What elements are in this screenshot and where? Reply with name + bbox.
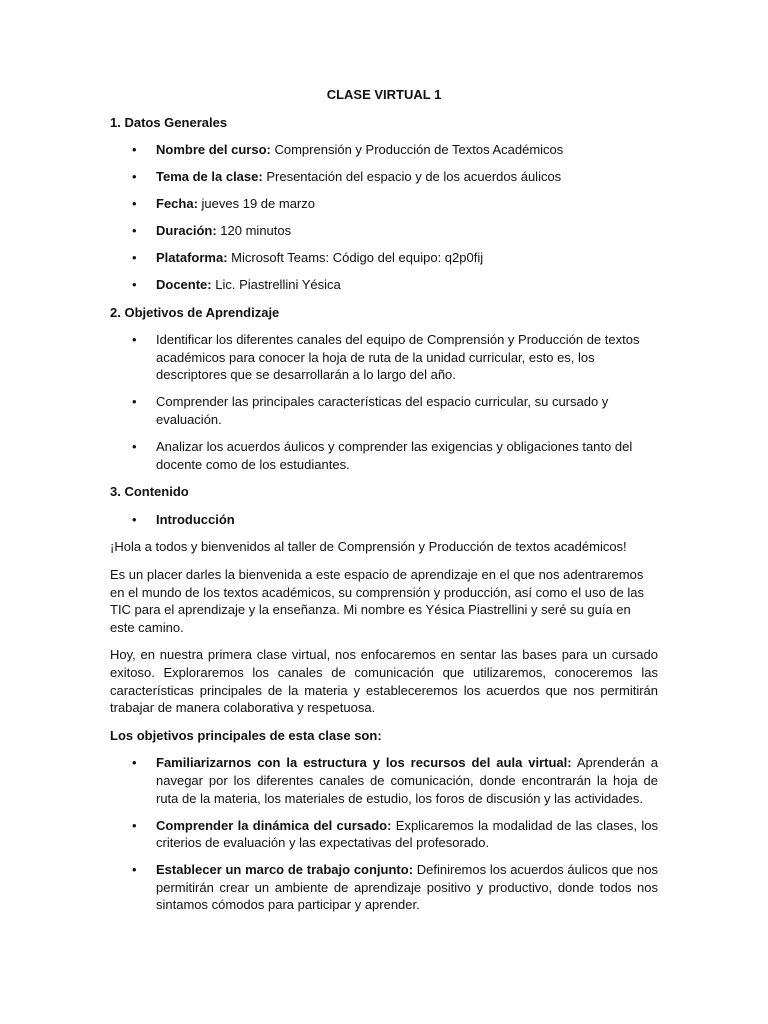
list-item [110,438,658,473]
bullet-icon: • [132,196,137,212]
objectives-heading: Los objetivos principales de esta clase son: [110,727,382,743]
list-item [110,393,658,428]
bullet-icon: • [132,277,137,293]
list-item [110,168,658,186]
item-label: Tema de la clase: [156,169,263,185]
bullet-icon: • [132,394,137,410]
bullet-icon: • [132,862,137,878]
subheading-introduccion: Introducción [156,511,235,527]
item-value: jueves 19 de marzo [201,196,315,212]
document-title: CLASE VIRTUAL 1 [326,87,442,102]
section-heading-objetivos: 2. Objetivos de Aprendizaje [110,304,280,320]
item-label: Docente: [156,277,212,293]
bullet-icon: • [132,223,137,239]
item-label: Nombre del curso: [156,142,271,158]
list-item [110,331,658,384]
item-text: Identificar los diferentes canales del equipo de Comprensión y Producción de textos académicos para conocer la hoja de ruta de la unidad curricular, esto es, los descriptores que se desarrollarán a lo largo del año. [156,332,640,383]
item-label: Plataforma: [156,250,228,266]
section-heading-datos-generales: 1. Datos Generales [110,114,228,130]
item-label: Comprender la dinámica del cursado: [156,817,392,833]
contenido-list [110,511,658,529]
item-value: Aprenderán a navegar por los diferentes canales de comunicación, donde encontrarán la hoja de ruta de la materia, los materiales de estudio, los foros de discusión y las actividades. [156,755,658,806]
paragraph-today: Hoy, en nuestra primera clase virtual, nos enfocaremos en sentar las bases para un cursado exitoso. Exploraremos los canales de comunicación que utilizaremos, conoceremos las características principales de la materia y estableceremos los acuerdos que nos permitirán trabajar de manera colaborativa y respetuosa. [110,647,658,716]
bullet-icon: • [132,817,137,833]
list-item [110,195,658,213]
bullet-icon: • [132,250,137,266]
item-value: Definiremos los acuerdos áulicos que nos permitirán crear un ambiente de aprendizaje positivo y productivo, donde todos nos sintamos cómodos para participar y aprender. [156,862,658,913]
list-item [110,754,658,807]
list-item [110,511,658,529]
item-text: Comprender las principales características del espacio curricular, su cursado y evaluación. [156,394,609,428]
item-value: Comprensión y Producción de Textos Académicos [274,142,564,158]
bullet-icon: • [132,142,137,158]
bullet-icon: • [132,169,137,185]
paragraph-welcome: Es un placer darles la bienvenida a este espacio de aprendizaje en el que nos adentraremos en el mundo de los textos académicos, su comprensión y producción, así como el uso de las TIC para el aprendizaje y la enseñanza. Mi nombre es Yésica Piastrellini y seré su guía en este camino. [110,567,645,635]
item-label: Establecer un marco de trabajo conjunto: [156,862,414,878]
bullet-icon: • [132,511,137,527]
clase-objetivos-list [110,754,658,914]
item-label: Fecha: [156,196,198,212]
item-value: 120 minutos [220,223,292,239]
item-label: Duración: [156,223,217,239]
item-text: Analizar los acuerdos áulicos y comprender las exigencias y obligaciones tanto del docente como de los estudiantes. [156,439,633,472]
item-value: Lic. Piastrellini Yésica [215,277,341,293]
bullet-icon: • [132,332,137,348]
list-item [110,817,658,852]
list-item [110,249,658,267]
list-item [110,141,658,159]
bullet-icon: • [132,439,137,455]
item-label: Familiarizarnos con la estructura y los recursos del aula virtual: [156,755,572,771]
item-value: Microsoft Teams: Código del equipo: q2p0fij [231,250,484,266]
datos-generales-list [110,141,658,294]
paragraph-greeting: ¡Hola a todos y bienvenidos al taller de Comprensión y Producción de textos académicos! [110,539,627,555]
list-item [110,276,658,294]
bullet-icon: • [132,755,137,771]
section-heading-contenido: 3. Contenido [110,484,189,500]
objetivos-list [110,331,658,473]
item-value: Presentación del espacio y de los acuerdos áulicos [266,169,562,185]
list-item [110,222,658,240]
list-item [110,861,658,914]
item-value: Explicaremos la modalidad de las clases, los criterios de evaluación y las expectativas del profesorado. [156,817,658,851]
